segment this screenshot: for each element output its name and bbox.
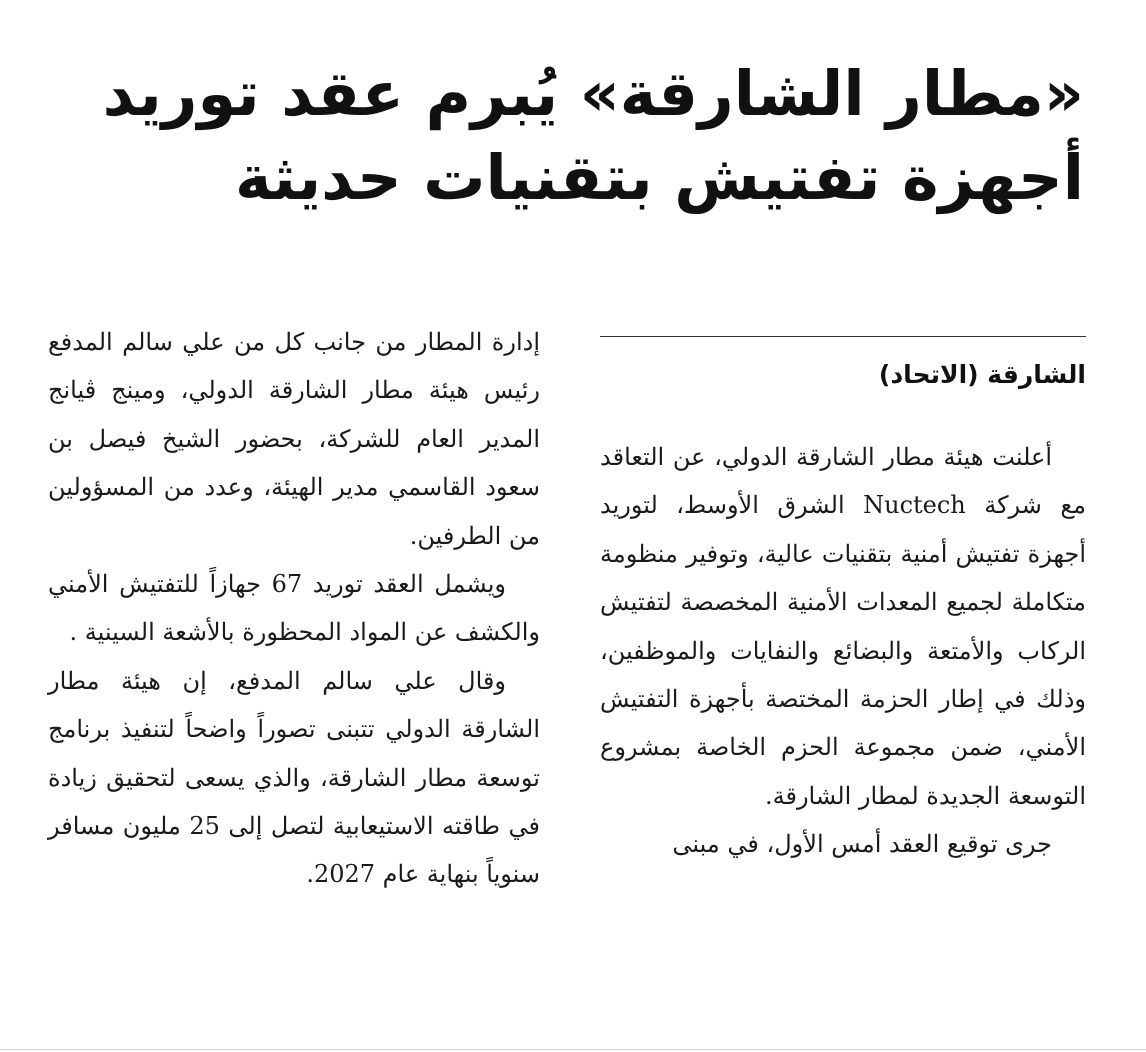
article-column-left: [48, 318, 540, 899]
article-headline: [44, 52, 1084, 220]
paragraph: وقال علي سالم المدفع، إن هيئة مطار الشارقة الدولي تتبنى تصوراً واضحاً لتنفيذ برنامج توسعة مطار الشارقة، والذي يسعى لتحقيق زيادة في طاقته الاستيعابية لتصل إلى 25 مليون مسافر سنوياً بنهاية عام 2027.: [48, 666, 540, 889]
column-divider-rule: [600, 336, 1086, 337]
headline-line-2: أجهزة تفتيش بتقنيات حديثة: [234, 141, 1084, 214]
article-column-right: [600, 336, 1086, 869]
paragraph: أعلنت هيئة مطار الشارقة الدولي، عن التعاقد مع شركة Nuctech الشرق الأوسط، لتوريد أجهزة تفتيش أمنية بتقنيات عالية، وتوفير منظومة متكاملة لجميع المعدات الأمنية المخصصة لتفتيش الركاب والأمتعة والبضائع والنفايات والموظفين، وذلك في إطار الحزمة المختصة بأجهزة التفتيش الأمني، ضمن مجموعة الحزم الخاصة بمشروع التوسعة الجديدة لمطار الشارقة.: [600, 443, 1087, 810]
paragraph: جرى توقيع العقد أمس الأول، في مبنى: [672, 830, 1052, 859]
page-bottom-rule: [0, 1049, 1146, 1050]
headline-line-1: «مطار الشارقة» يُبرم عقد توريد: [102, 57, 1084, 130]
paragraph: ويشمل العقد توريد 67 جهازاً للتفتيش الأمني والكشف عن المواد المحظورة بالأشعة السينية .: [48, 570, 540, 647]
paragraph: إدارة المطار من جانب كل من علي سالم المدفع رئيس هيئة مطار الشارقة الدولي، ومينج ڤيانج المدير العام للشركة، بحضور الشيخ فيصل بن سعود القاسمي مدير الهيئة، وعدد من المسؤولين من الطرفين.: [48, 328, 540, 550]
dateline: الشارقة (الاتحاد): [878, 360, 1086, 389]
